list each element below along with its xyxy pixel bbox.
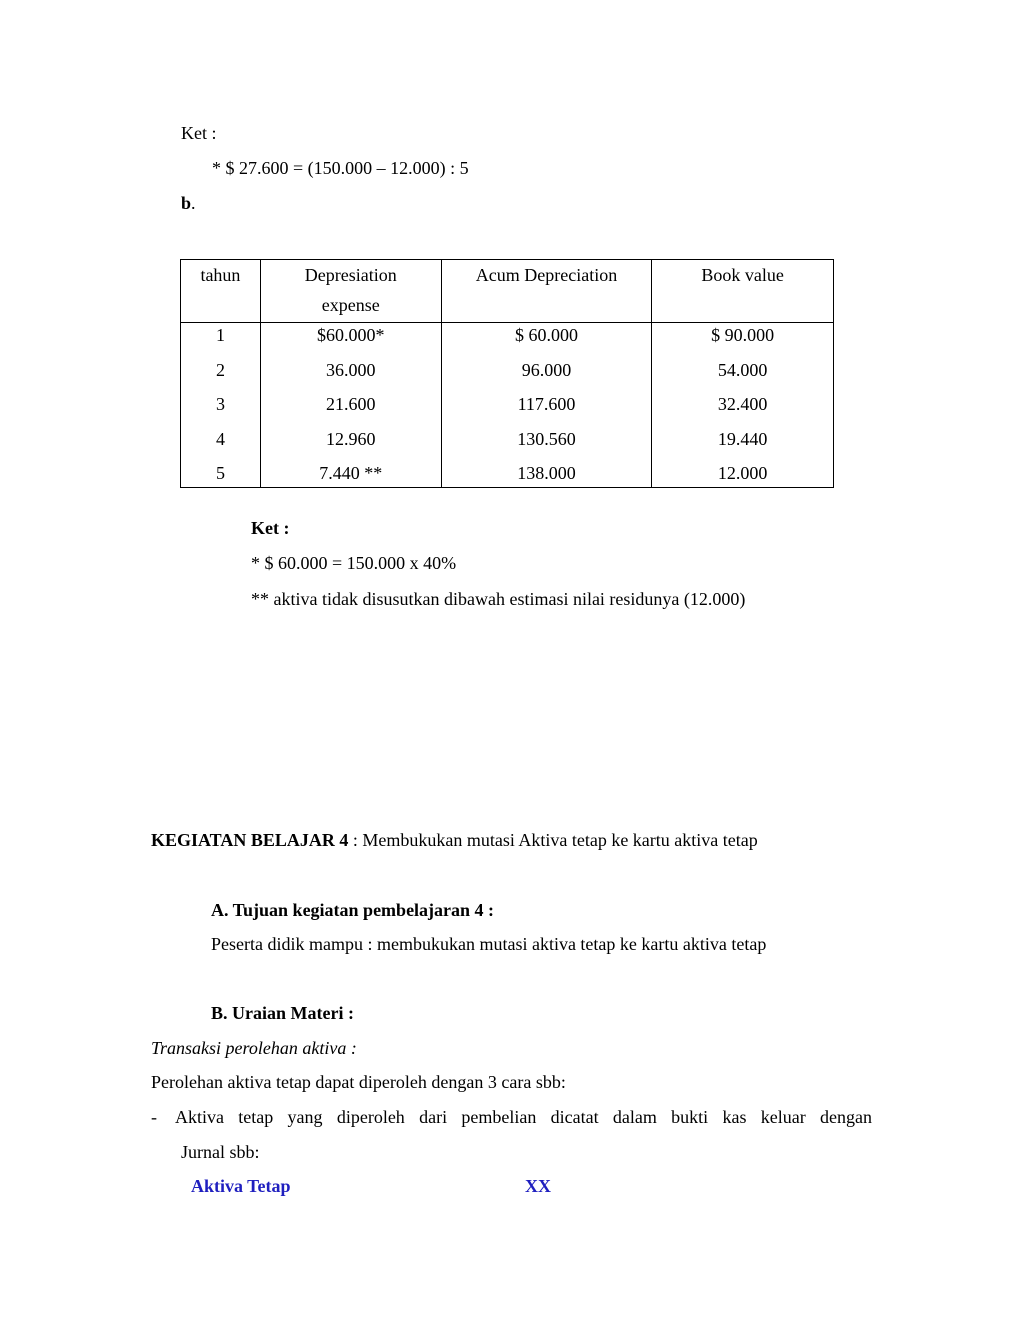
table-row [181, 392, 834, 427]
cell-tahun: 4 [181, 427, 261, 462]
cell-book: 54.000 [652, 358, 834, 393]
italic-heading: Transaksi perolehan aktiva : [151, 1038, 357, 1058]
cell-dep: $60.000* [260, 323, 441, 358]
kegiatan-title [151, 831, 758, 849]
cell-dep: 7.440 ** [260, 461, 441, 488]
cell-acum: 117.600 [441, 392, 652, 427]
ket-label-1: Ket : [181, 123, 217, 143]
kegiatan-title-rest: : Membukukan mutasi Aktiva tetap ke kartu aktiva tetap [348, 830, 758, 850]
header-depreciation-expense [260, 260, 441, 323]
bullet-continuation: Jurnal sbb: [181, 1142, 260, 1162]
cell-book: 32.400 [652, 392, 834, 427]
cell-book: $ 90.000 [652, 323, 834, 358]
journal-account: Aktiva Tetap [191, 1176, 291, 1196]
section-b-letter: b [181, 193, 192, 213]
cell-tahun: 5 [181, 461, 261, 488]
cell-tahun: 3 [181, 392, 261, 427]
section-a-text: Peserta didik mampu : membukukan mutasi aktiva tetap ke kartu aktiva tetap [211, 934, 767, 954]
table-row [181, 427, 834, 462]
table-header-row [181, 260, 834, 323]
header-dep-line1: Depresiation [304, 265, 397, 285]
cell-tahun: 1 [181, 323, 261, 358]
kegiatan-title-bold: KEGIATAN BELAJAR 4 [151, 830, 349, 850]
cell-tahun: 2 [181, 358, 261, 393]
section-b-heading: B. Uraian Materi : [211, 1003, 354, 1023]
bullet-dash: - [151, 1107, 157, 1127]
ket-note-2a: * $ 60.000 = 150.000 x 40% [251, 553, 457, 573]
header-acum-depreciation: Acum Depreciation [441, 260, 652, 323]
cell-dep: 36.000 [260, 358, 441, 393]
cell-acum: $ 60.000 [441, 323, 652, 358]
header-tahun: tahun [181, 260, 261, 323]
ket-note-1: * $ 27.600 = (150.000 – 12.000) : 5 [212, 158, 469, 178]
cell-acum: 130.560 [441, 427, 652, 462]
header-book-value: Book value [652, 260, 834, 323]
journal-amount: XX [525, 1176, 551, 1196]
cell-dep: 12.960 [260, 427, 441, 462]
cell-dep: 21.600 [260, 392, 441, 427]
cell-book: 19.440 [652, 427, 834, 462]
ket-label-2: Ket : [251, 518, 290, 538]
cell-acum: 138.000 [441, 461, 652, 488]
section-b-dot: . [191, 193, 196, 213]
section-b-label [181, 194, 196, 212]
table-row [181, 461, 834, 488]
cell-book: 12.000 [652, 461, 834, 488]
section-a-heading: A. Tujuan kegiatan pembelajaran 4 : [211, 900, 495, 920]
ket-note-2b: ** aktiva tidak disusutkan dibawah estimasi nilai residunya (12.000) [251, 589, 746, 609]
body-line-1: Perolehan aktiva tetap dapat diperoleh dengan 3 cara sbb: [151, 1072, 566, 1092]
header-dep-line2: expense [321, 295, 380, 315]
bullet-text: Aktiva tetap yang diperoleh dari pembelian dicatat dalam bukti kas keluar dengan [175, 1107, 872, 1127]
cell-acum: 96.000 [441, 358, 652, 393]
table-row [181, 323, 834, 358]
depreciation-table [180, 259, 834, 488]
table-row [181, 358, 834, 393]
